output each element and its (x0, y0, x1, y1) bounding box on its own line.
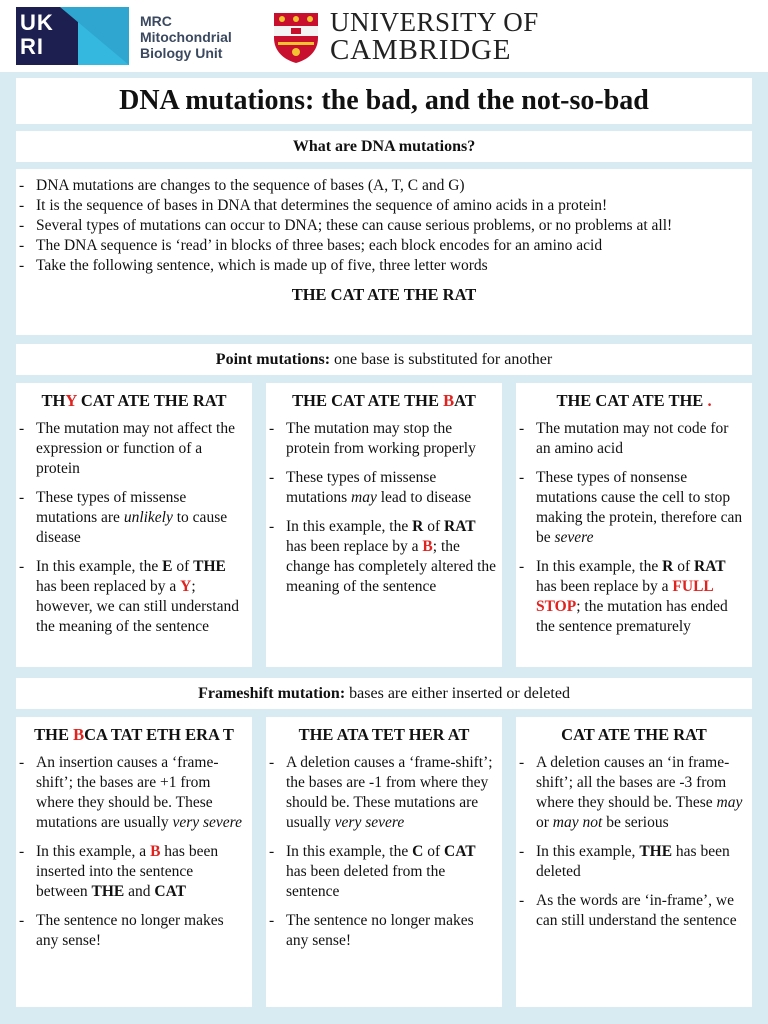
frameshift-heading-panel (16, 678, 752, 709)
title-panel (16, 78, 752, 124)
mrc-line3: Biology Unit (140, 45, 223, 61)
card-bullet: - The mutation may stop the protein from working properly (266, 419, 496, 459)
card-bullets (16, 419, 252, 637)
card-bullet: - As the words are ‘in-frame’, we can still understand the sentence (516, 891, 746, 931)
frameshift-card-3 (516, 717, 752, 1007)
ukri-logo (16, 7, 129, 65)
cambridge-crest-icon (273, 12, 319, 64)
card-title: THE CAT ATE THE . (556, 391, 712, 410)
intro-panel (16, 169, 752, 335)
frameshift-card-2 (266, 717, 502, 1007)
card-bullet: - The mutation may not code for an amino acid (516, 419, 746, 459)
frameshift-card-1 (16, 717, 252, 1007)
intro-bullet: - Several types of mutations can occur to DNA; these can cause serious problems, or no problems at all! (16, 216, 746, 236)
card-bullet: - The sentence no longer makes any sense! (16, 911, 246, 951)
header-bar (0, 0, 768, 72)
card-bullets (516, 753, 752, 931)
point-heading (16, 344, 752, 375)
mrc-line2: Mitochondrial (140, 29, 232, 45)
card-bullets (266, 419, 502, 597)
card-bullet: - In this example, THE has been deleted (516, 842, 746, 882)
mrc-line1: MRC (140, 13, 172, 29)
card-bullet: - The mutation may not affect the expression or function of a protein (16, 419, 246, 479)
intro-heading: What are DNA mutations? (292, 138, 476, 155)
card-bullet: - A deletion causes an ‘in frame-shift’; all the bases are -3 from where they should be. These may or may not be serious (516, 753, 746, 833)
card-bullet: - In this example, the E of THE has been replaced by a Y; however, we can still understand the meaning of the sentence (16, 557, 246, 637)
card-bullet: - In this example, the C of CAT has been deleted from the sentence (266, 842, 496, 902)
card-bullet: - A deletion causes a ‘frame-shift’; the bases are -1 from where they should be. These mutations are usually very severe (266, 753, 496, 833)
card-title: THE ATA TET HER AT (298, 725, 470, 744)
card-bullet: - These types of missense mutations are unlikely to cause disease (16, 488, 246, 548)
point-card-1 (16, 383, 252, 667)
point-heading-rest: one base is substituted for another (330, 351, 553, 368)
card-bullet: - In this example, the R of RAT has been replace by a FULL STOP; the mutation has ended the sentence prematurely (516, 557, 746, 637)
frameshift-heading-rest: bases are either inserted or deleted (345, 685, 570, 702)
card-title: THE CAT ATE THE BAT (292, 391, 476, 410)
intro-bullet: - Take the following sentence, which is made up of five, three letter words (16, 256, 746, 276)
card-bullet: - These types of missense mutations may lead to disease (266, 468, 496, 508)
card-bullet: - In this example, a B has been inserted into the sentence between THE and CAT (16, 842, 246, 902)
point-heading-bold: Point mutations: (215, 351, 331, 368)
card-bullet: - The sentence no longer makes any sense! (266, 911, 496, 951)
card-bullet: - In this example, the R of RAT has been replace by a B; the change has completely altered the meaning of the sentence (266, 517, 496, 597)
point-card-3 (516, 383, 752, 667)
card-title: THY CAT ATE THE RAT (41, 391, 227, 410)
intro-heading-panel (16, 131, 752, 162)
point-heading-panel (16, 344, 752, 375)
card-bullets (266, 753, 502, 951)
card-bullets (516, 419, 752, 637)
card-bullet: - These types of nonsense mutations cause the cell to stop making the protein, therefore can be severe (516, 468, 746, 548)
point-card-2 (266, 383, 502, 667)
frameshift-heading (16, 678, 752, 709)
frameshift-heading-bold: Frameshift mutation: (198, 685, 346, 702)
card-title: THE BCA TAT ETH ERA T (34, 725, 234, 744)
cambridge-wordmark-line1: UNIVERSITY OF (330, 7, 539, 37)
card-bullet: - An insertion causes a ‘frame-shift’; the bases are +1 from where they should be. These mutations are usually very severe (16, 753, 246, 833)
mrc-logo-text (140, 13, 232, 61)
intro-bullet: - It is the sequence of bases in DNA that determines the sequence of amino acids in a protein! (16, 196, 746, 216)
intro-bullet-list (16, 176, 752, 276)
card-title: CAT ATE THE RAT (561, 725, 707, 744)
ukri-logo-text: UK RI (20, 10, 54, 59)
card-bullets (16, 753, 252, 951)
page-title: DNA mutations: the bad, and the not-so-bad (119, 85, 649, 116)
cambridge-wordmark-line2: CAMBRIDGE (330, 34, 512, 66)
intro-bullet: - DNA mutations are changes to the sequence of bases (A, T, C and G) (16, 176, 746, 196)
example-sentence: THE CAT ATE THE RAT (291, 285, 477, 304)
intro-bullet: - The DNA sequence is ‘read’ in blocks of three bases; each block encodes for an amino acid (16, 236, 746, 256)
